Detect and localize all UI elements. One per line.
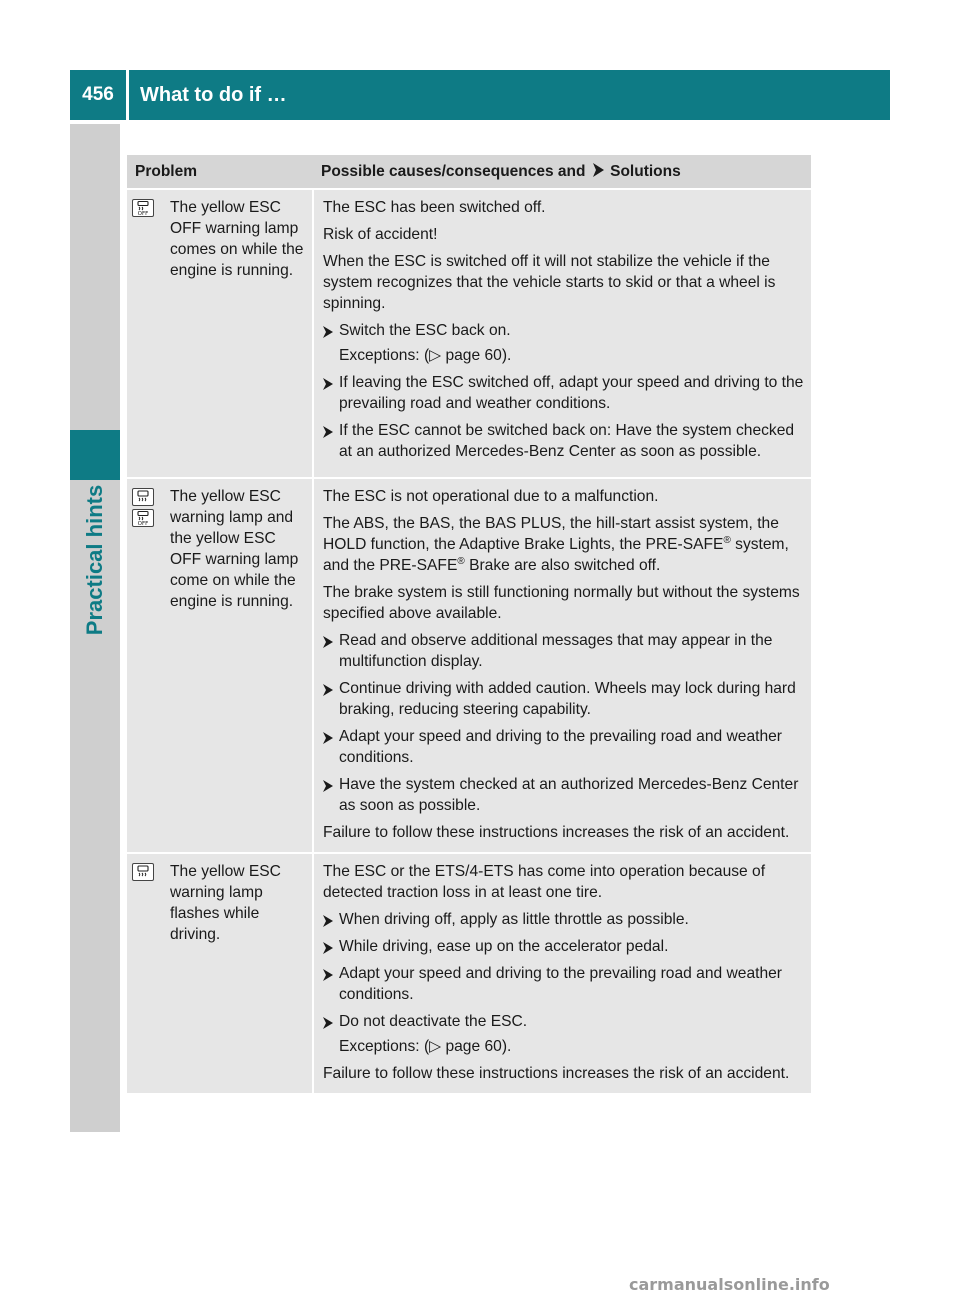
watermark: carmanualsonline.info (629, 1275, 830, 1294)
page-title: What to do if … (129, 70, 890, 120)
action-arrow-icon (323, 1017, 333, 1029)
action-step (323, 909, 805, 930)
action-arrow-icon (323, 426, 333, 438)
solution-cell (313, 853, 811, 1093)
table-header-row (127, 155, 811, 189)
step-text: Adapt your speed and driving to the prevailing road and weather conditions. (339, 728, 782, 766)
step-text: Continue driving with added caution. Wheels may lock during hard braking, reducing steering capability. (339, 680, 796, 718)
problem-text: The yellow ESC warning lamp and the yellow ESC OFF warning lamp come on while the engine is running. (170, 488, 299, 610)
step-text: While driving, ease up on the accelerator pedal. (339, 938, 669, 955)
step-text: Adapt your speed and driving to the prevailing road and weather conditions. (339, 965, 782, 1003)
page-reference[interactable]: Exceptions: (▷ page 60). (339, 1038, 512, 1055)
esc-lamp-icon (132, 488, 154, 506)
svg-text:OFF: OFF (137, 521, 149, 526)
problem-solution-table (127, 155, 811, 1093)
action-arrow-icon (323, 326, 333, 338)
step-text: Switch the ESC back on. (339, 322, 511, 339)
warning-text: Failure to follow these instructions increases the risk of an accident. (323, 1065, 790, 1082)
cause-text: The ESC is not operational due to a malfunction. (323, 488, 659, 505)
cause-text: The ESC or the ETS/4-ETS has come into operation because of detected traction loss in at least one tire. (323, 863, 766, 901)
column-header-solutions (313, 155, 811, 189)
esc-off-lamp-icon (132, 509, 154, 527)
esc-off-lamp-icon (132, 199, 154, 217)
esc-lamp-icon (132, 863, 154, 881)
action-step (323, 1011, 805, 1057)
consequence-text-part: Brake are also switched off. (464, 557, 661, 574)
action-arrow-icon (323, 969, 333, 981)
consequence-text (323, 513, 805, 576)
action-arrow-icon (323, 636, 333, 648)
table-row (127, 853, 811, 1093)
table-row (127, 478, 811, 853)
action-step (323, 420, 805, 462)
step-text: Have the system checked at an authorized Mercedes-Benz Center as soon as possible. (339, 776, 799, 814)
column-header-problem: Problem (127, 155, 313, 189)
action-arrow-icon (323, 915, 333, 927)
registered-mark: ® (723, 534, 731, 546)
action-step (323, 774, 805, 816)
table-row (127, 189, 811, 478)
warning-text: Risk of accident! (323, 226, 438, 243)
column-header-solutions-label: Possible causes/consequences and (321, 163, 586, 180)
registered-mark: ® (457, 555, 465, 567)
action-step (323, 678, 805, 720)
svg-text:OFF: OFF (137, 211, 149, 216)
consequence-text: When the ESC is switched off it will not stabilize the vehicle if the system recognizes that the vehicle starts to skid or that a wheel is spinning. (323, 253, 776, 312)
info-text: The brake system is still functioning normally but without the systems specified above available. (323, 584, 800, 622)
action-arrow-icon (323, 378, 333, 390)
action-arrow-icon (323, 780, 333, 792)
action-step (323, 963, 805, 1005)
side-accent-block (70, 430, 120, 480)
problem-cell (127, 478, 313, 853)
action-step (323, 630, 805, 672)
problem-text: The yellow ESC warning lamp flashes while driving. (170, 863, 281, 943)
step-text: If the ESC cannot be switched back on: Have the system checked at an authorized Mercedes-Benz Center as soon as possible. (339, 422, 795, 460)
problem-text: The yellow ESC OFF warning lamp comes on while the engine is running. (170, 199, 304, 279)
action-step (323, 372, 805, 414)
problem-cell (127, 189, 313, 478)
page-number: 456 (70, 70, 126, 120)
consequence-text-part: system, and the PRE-SAFE (323, 536, 789, 574)
action-arrow-icon (323, 732, 333, 744)
column-header-solutions-suffix: Solutions (610, 163, 681, 180)
step-text: When driving off, apply as little throttle as possible. (339, 911, 689, 928)
action-step (323, 320, 805, 366)
problem-cell (127, 853, 313, 1093)
step-text: If leaving the ESC switched off, adapt your speed and driving to the prevailing road and weather conditions. (339, 374, 804, 412)
step-text: Do not deactivate the ESC. (339, 1013, 528, 1030)
section-tab-label: Practical hints (82, 484, 107, 636)
warning-text: Failure to follow these instructions increases the risk of an accident. (323, 824, 790, 841)
action-arrow-icon (592, 163, 604, 177)
cause-text: The ESC has been switched off. (323, 199, 546, 216)
solution-cell (313, 189, 811, 478)
action-step (323, 936, 805, 957)
action-arrow-icon (323, 942, 333, 954)
page-reference[interactable]: Exceptions: (▷ page 60). (339, 347, 512, 364)
action-step (323, 726, 805, 768)
action-arrow-icon (323, 684, 333, 696)
step-text: Read and observe additional messages that may appear in the multifunction display. (339, 632, 773, 670)
solution-cell (313, 478, 811, 853)
consequence-text-part: The ABS, the BAS, the BAS PLUS, the hill-start assist system, the HOLD function, the Adaptive Brake Lights, the PRE-SAFE (323, 515, 779, 553)
